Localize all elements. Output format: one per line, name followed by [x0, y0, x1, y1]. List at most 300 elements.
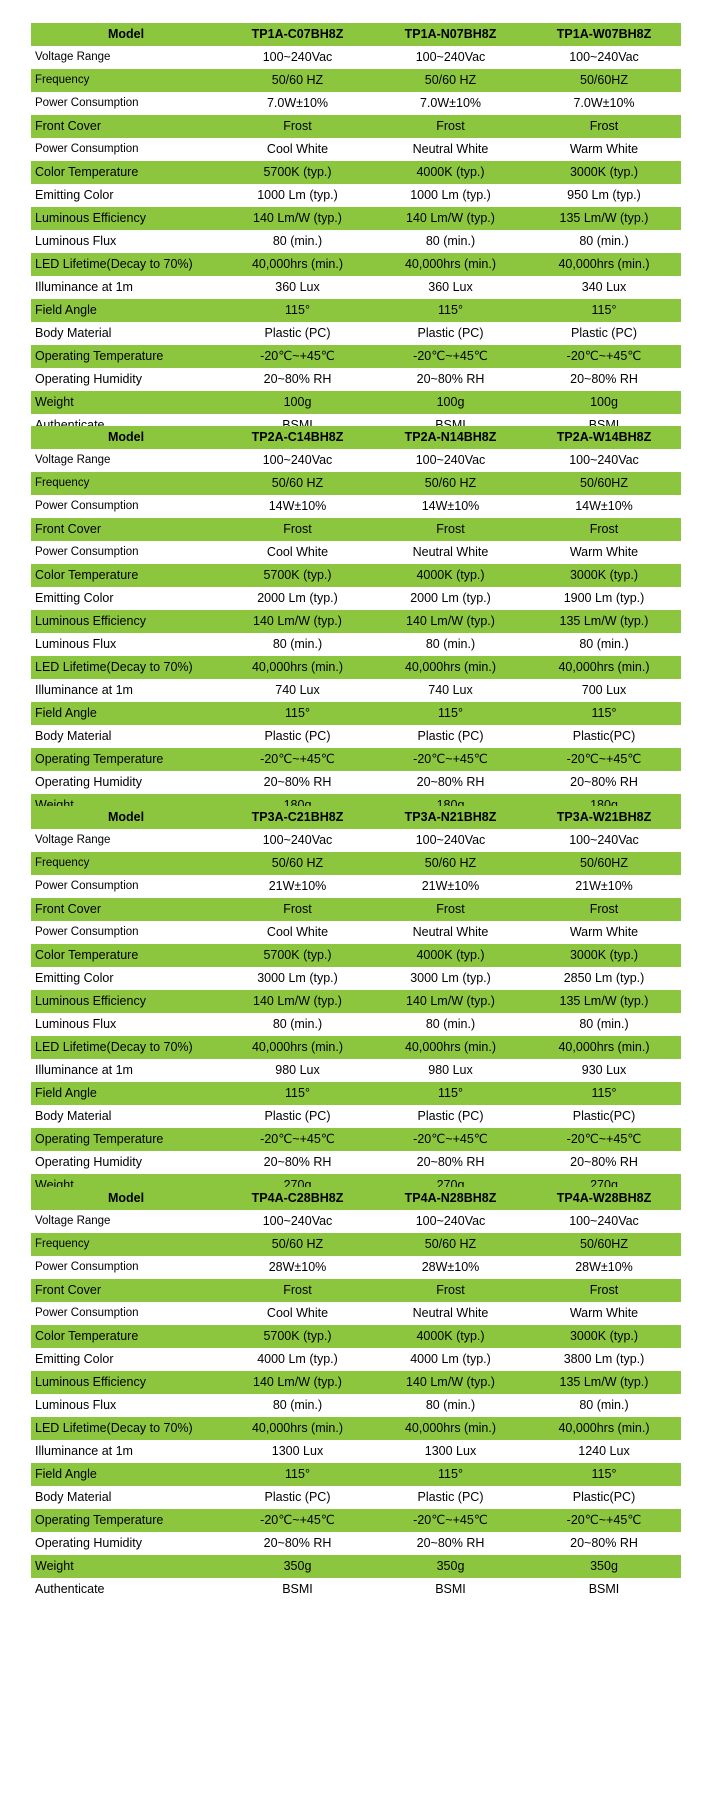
- spec-value: 5700K (typ.): [263, 568, 332, 582]
- spec-value: 50/60 HZ: [271, 73, 324, 87]
- spec-row-operating-humidity: [31, 368, 681, 391]
- spec-value: Warm White: [569, 1306, 639, 1320]
- spec-row-led-lifetime: [31, 253, 681, 276]
- spec-value: 360 Lux: [275, 280, 320, 294]
- spec-row-weight: [31, 1555, 681, 1578]
- spec-value: 100~240Vac: [415, 453, 486, 467]
- spec-value: 40,000hrs (min.): [558, 1040, 650, 1054]
- spec-row-body-material: [31, 322, 681, 345]
- spec-value: 21W±10%: [268, 879, 327, 893]
- spec-value: 1240 Lux: [578, 1444, 630, 1458]
- spec-label: Frequency: [35, 74, 90, 86]
- spec-row-illuminance: [31, 679, 681, 702]
- spec-row-front-cover: [31, 115, 681, 138]
- spec-label: Power Consumption: [35, 926, 139, 938]
- spec-label: Authenticate: [35, 1582, 105, 1596]
- spec-label: Operating Humidity: [35, 1536, 142, 1550]
- spec-value: 180g: [436, 798, 465, 812]
- spec-value: 100~240Vac: [569, 50, 639, 64]
- spec-row-field-angle: [31, 299, 681, 322]
- spec-value: 115°: [285, 303, 310, 317]
- spec-label: Operating Temperature: [35, 752, 164, 766]
- spec-value: Warm White: [569, 142, 639, 156]
- spec-row-color-temperature: [31, 564, 681, 587]
- spec-value: 2850 Lm (typ.): [563, 971, 645, 985]
- spec-value: 115°: [285, 1467, 310, 1481]
- spec-value: 100~240Vac: [262, 453, 333, 467]
- spec-value: BSMI: [588, 1582, 620, 1596]
- spec-label: Model: [107, 27, 145, 41]
- spec-label: Operating Humidity: [35, 1155, 142, 1169]
- spec-value: 7.0W±10%: [266, 96, 329, 110]
- spec-value: 50/60 HZ: [424, 73, 477, 87]
- spec-value: Frost: [283, 522, 312, 536]
- spec-value: Plastic(PC): [572, 729, 636, 743]
- spec-value: 28W±10%: [575, 1260, 633, 1274]
- spec-value: 270g: [436, 1178, 465, 1192]
- spec-row-led-lifetime: [31, 1417, 681, 1440]
- spec-value: 100g: [283, 395, 312, 409]
- spec-value: 740 Lux: [275, 683, 320, 697]
- spec-label: Color Temperature: [35, 165, 139, 179]
- spec-value: 20~80% RH: [263, 372, 332, 386]
- spec-value: 100~240Vac: [415, 1214, 486, 1228]
- spec-value: -20℃~+45℃: [566, 349, 642, 363]
- spec-label: Voltage Range: [35, 1215, 111, 1227]
- spec-value: 21W±10%: [421, 879, 480, 893]
- model-name: TP1A-C07BH8Z: [251, 27, 344, 41]
- model-name: TP3A-W21BH8Z: [556, 810, 652, 824]
- spec-value: 115°: [285, 706, 310, 720]
- spec-value: Plastic (PC): [417, 729, 484, 743]
- spec-label: Illuminance at 1m: [35, 683, 133, 697]
- spec-label: Front Cover: [35, 119, 101, 133]
- spec-row-power-consumption: [31, 495, 681, 518]
- model-name: TP4A-N28BH8Z: [404, 1191, 497, 1205]
- spec-value: 360 Lux: [428, 280, 473, 294]
- spec-value: 80 (min.): [272, 1398, 323, 1412]
- spec-value: BSMI: [282, 1582, 313, 1596]
- spec-label: LED Lifetime(Decay to 70%): [35, 257, 193, 271]
- spec-value: 40,000hrs (min.): [558, 660, 650, 674]
- spec-value: 40,000hrs (min.): [558, 257, 650, 271]
- model-name: TP4A-W28BH8Z: [556, 1191, 652, 1205]
- spec-row-operating-temperature: [31, 748, 681, 771]
- spec-value: 350g: [590, 1559, 618, 1573]
- spec-label: Field Angle: [35, 706, 97, 720]
- spec-row-power-consumption-2: [31, 1302, 681, 1325]
- spec-label: Emitting Color: [35, 1352, 114, 1366]
- spec-value: 135 Lm/W (typ.): [559, 211, 649, 225]
- spec-label: Voltage Range: [35, 51, 111, 63]
- spec-row-operating-humidity: [31, 771, 681, 794]
- spec-value: 50/60HZ: [580, 476, 628, 490]
- spec-value: 14W±10%: [421, 499, 480, 513]
- spec-value: 50/60 HZ: [271, 856, 324, 870]
- spec-value: 180g: [283, 798, 312, 812]
- spec-label: Front Cover: [35, 902, 101, 916]
- spec-value: 100~240Vac: [262, 50, 333, 64]
- spec-value: 980 Lux: [428, 1063, 473, 1077]
- spec-value: 115°: [591, 303, 617, 317]
- spec-value: 700 Lux: [581, 683, 627, 697]
- spec-value: BSMI: [435, 1201, 466, 1215]
- spec-value: 80 (min.): [425, 1398, 476, 1412]
- spec-value: BSMI: [282, 1201, 313, 1215]
- spec-row-operating-temperature: [31, 1509, 681, 1532]
- spec-row-led-lifetime: [31, 656, 681, 679]
- spec-label: Power Consumption: [35, 546, 139, 558]
- spec-value: 20~80% RH: [263, 775, 332, 789]
- spec-label: Luminous Efficiency: [35, 994, 146, 1008]
- spec-label: Voltage Range: [35, 454, 111, 466]
- spec-value: 4000K (typ.): [416, 568, 485, 582]
- spec-label: LED Lifetime(Decay to 70%): [35, 660, 193, 674]
- spec-table: [31, 23, 681, 437]
- spec-row-luminous-flux: [31, 1394, 681, 1417]
- spec-value: 50/60 HZ: [271, 1237, 324, 1251]
- model-name: TP1A-N07BH8Z: [404, 27, 497, 41]
- model-name: TP3A-C21BH8Z: [251, 810, 344, 824]
- spec-label: Body Material: [35, 326, 112, 340]
- spec-row-field-angle: [31, 1463, 681, 1486]
- spec-value: 50/60 HZ: [424, 1237, 477, 1251]
- spec-value: Plastic (PC): [571, 326, 637, 340]
- spec-value: 140 Lm/W (typ.): [406, 1375, 495, 1389]
- spec-label: Luminous Efficiency: [35, 211, 146, 225]
- spec-value: 80 (min.): [272, 637, 323, 651]
- spec-label: Power Consumption: [35, 143, 139, 155]
- spec-value: -20℃~+45℃: [566, 1132, 642, 1146]
- spec-value: 950 Lm (typ.): [567, 188, 641, 202]
- spec-value: 28W±10%: [268, 1260, 327, 1274]
- spec-label: Luminous Flux: [35, 234, 117, 248]
- spec-row-model: [31, 1187, 681, 1210]
- spec-value: 21W±10%: [575, 879, 633, 893]
- model-name: TP2A-C14BH8Z: [251, 430, 344, 444]
- spec-label: Luminous Flux: [35, 1398, 117, 1412]
- spec-value: 2000 Lm (typ.): [410, 591, 491, 605]
- spec-value: 80 (min.): [425, 1017, 476, 1031]
- spec-row-voltage-range: [31, 449, 681, 472]
- model-name: TP4A-C28BH8Z: [251, 1191, 344, 1205]
- spec-value: 4000K (typ.): [416, 1329, 485, 1343]
- spec-value: Plastic (PC): [264, 1490, 331, 1504]
- spec-value: 140 Lm/W (typ.): [406, 614, 495, 628]
- spec-value: 100~240Vac: [415, 50, 486, 64]
- spec-value: 3000 Lm (typ.): [410, 971, 491, 985]
- spec-row-power-consumption: [31, 92, 681, 115]
- spec-row-field-angle: [31, 702, 681, 725]
- spec-value: 28W±10%: [421, 1260, 480, 1274]
- spec-row-front-cover: [31, 1279, 681, 1302]
- spec-value: Warm White: [569, 925, 639, 939]
- spec-row-model: [31, 806, 681, 829]
- spec-value: 140 Lm/W (typ.): [253, 211, 342, 225]
- spec-row-emitting-color: [31, 1348, 681, 1371]
- spec-value: 1000 Lm (typ.): [257, 188, 338, 202]
- spec-label: Operating Humidity: [35, 372, 142, 386]
- spec-value: 5700K (typ.): [263, 1329, 332, 1343]
- spec-label: Color Temperature: [35, 568, 139, 582]
- spec-value: Frost: [436, 119, 465, 133]
- model-name: TP2A-N14BH8Z: [404, 430, 497, 444]
- spec-value: Plastic (PC): [264, 1109, 331, 1123]
- spec-value: 3800 Lm (typ.): [563, 1352, 645, 1366]
- spec-value: Cool White: [266, 142, 329, 156]
- spec-row-power-consumption: [31, 875, 681, 898]
- spec-value: 40,000hrs (min.): [251, 660, 343, 674]
- spec-value: 40,000hrs (min.): [404, 660, 496, 674]
- spec-label: Front Cover: [35, 522, 101, 536]
- spec-row-color-temperature: [31, 161, 681, 184]
- spec-value: Frost: [283, 119, 312, 133]
- spec-label: Frequency: [35, 477, 90, 489]
- spec-value: 140 Lm/W (typ.): [253, 614, 342, 628]
- spec-value: 4000K (typ.): [416, 948, 485, 962]
- spec-value: 4000K (typ.): [416, 165, 485, 179]
- spec-value: Cool White: [266, 1306, 329, 1320]
- spec-label: Color Temperature: [35, 1329, 139, 1343]
- spec-value: 1300 Lux: [271, 1444, 324, 1458]
- spec-value: 7.0W±10%: [573, 96, 635, 110]
- spec-value: 4000 Lm (typ.): [257, 1352, 338, 1366]
- spec-value: 115°: [438, 1467, 463, 1481]
- spec-row-color-temperature: [31, 944, 681, 967]
- spec-value: Frost: [589, 902, 619, 916]
- spec-value: 135 Lm/W (typ.): [559, 994, 649, 1008]
- spec-value: BSMI: [435, 418, 466, 432]
- spec-row-power-consumption: [31, 1256, 681, 1279]
- spec-value: BSMI: [588, 1201, 620, 1215]
- spec-row-weight: [31, 391, 681, 414]
- spec-value: BSMI: [588, 418, 620, 432]
- spec-label: Operating Temperature: [35, 1132, 164, 1146]
- spec-value: 135 Lm/W (typ.): [559, 614, 649, 628]
- spec-value: 50/60HZ: [580, 1237, 628, 1251]
- spec-value: 20~80% RH: [416, 775, 485, 789]
- spec-value: BSMI: [435, 1582, 466, 1596]
- spec-label: Body Material: [35, 1490, 112, 1504]
- spec-value: 115°: [438, 1086, 463, 1100]
- spec-value: 350g: [283, 1559, 312, 1573]
- spec-label: Weight: [35, 1559, 74, 1573]
- spec-value: 3000K (typ.): [569, 1329, 639, 1343]
- spec-value: -20℃~+45℃: [566, 1513, 642, 1527]
- spec-value: Frost: [436, 522, 465, 536]
- spec-value: 40,000hrs (min.): [404, 1040, 496, 1054]
- spec-row-frequency: [31, 472, 681, 495]
- spec-value: 5700K (typ.): [263, 948, 332, 962]
- spec-value: 350g: [436, 1559, 465, 1573]
- spec-value: 140 Lm/W (typ.): [253, 994, 342, 1008]
- spec-value: 980 Lux: [275, 1063, 320, 1077]
- spec-value: 3000 Lm (typ.): [257, 971, 338, 985]
- spec-label: Voltage Range: [35, 834, 111, 846]
- spec-value: 270g: [590, 1178, 618, 1192]
- spec-row-emitting-color: [31, 184, 681, 207]
- spec-label: Luminous Flux: [35, 1017, 117, 1031]
- spec-value: -20℃~+45℃: [566, 752, 642, 766]
- spec-row-illuminance: [31, 1440, 681, 1463]
- spec-value: 20~80% RH: [570, 1536, 638, 1550]
- spec-row-luminous-efficiency: [31, 990, 681, 1013]
- spec-value: 20~80% RH: [570, 775, 638, 789]
- spec-value: 115°: [285, 1086, 310, 1100]
- spec-value: 100~240Vac: [569, 833, 639, 847]
- spec-label: Body Material: [35, 1109, 112, 1123]
- spec-value: 40,000hrs (min.): [558, 1421, 650, 1435]
- spec-value: Plastic(PC): [572, 1490, 636, 1504]
- spec-value: 5700K (typ.): [263, 165, 332, 179]
- spec-table: [31, 1187, 681, 1601]
- spec-row-power-consumption-2: [31, 541, 681, 564]
- spec-value: 140 Lm/W (typ.): [406, 211, 495, 225]
- spec-row-frequency: [31, 852, 681, 875]
- spec-value: 20~80% RH: [570, 372, 638, 386]
- spec-value: 140 Lm/W (typ.): [253, 1375, 342, 1389]
- spec-label: Power Consumption: [35, 880, 139, 892]
- spec-label: Weight: [35, 395, 74, 409]
- spec-value: 270g: [283, 1178, 312, 1192]
- spec-label: Emitting Color: [35, 591, 114, 605]
- spec-value: Cool White: [266, 545, 329, 559]
- spec-value: 180g: [590, 798, 618, 812]
- spec-value: 40,000hrs (min.): [251, 257, 343, 271]
- spec-label: Operating Temperature: [35, 1513, 164, 1527]
- spec-value: Frost: [436, 1283, 465, 1297]
- spec-value: 2000 Lm (typ.): [257, 591, 338, 605]
- spec-value: 140 Lm/W (typ.): [406, 994, 495, 1008]
- spec-value: 100~240Vac: [569, 453, 639, 467]
- spec-value: 100~240Vac: [262, 1214, 333, 1228]
- spec-value: 80 (min.): [579, 637, 629, 651]
- spec-row-body-material: [31, 1105, 681, 1128]
- spec-value: Frost: [436, 902, 465, 916]
- spec-row-frequency: [31, 69, 681, 92]
- spec-value: 80 (min.): [579, 234, 629, 248]
- spec-row-power-consumption-2: [31, 921, 681, 944]
- spec-value: 1300 Lux: [424, 1444, 477, 1458]
- spec-row-voltage-range: [31, 1210, 681, 1233]
- spec-value: 50/60HZ: [580, 856, 628, 870]
- spec-label: Illuminance at 1m: [35, 1444, 133, 1458]
- spec-label: Luminous Efficiency: [35, 1375, 146, 1389]
- spec-value: 50/60 HZ: [424, 856, 477, 870]
- spec-label: Power Consumption: [35, 97, 139, 109]
- spec-label: Field Angle: [35, 1086, 97, 1100]
- spec-value: Warm White: [569, 545, 639, 559]
- spec-value: BSMI: [435, 821, 466, 835]
- spec-value: Plastic(PC): [572, 1109, 636, 1123]
- spec-row-body-material: [31, 725, 681, 748]
- spec-row-color-temperature: [31, 1325, 681, 1348]
- spec-row-voltage-range: [31, 829, 681, 852]
- spec-value: 14W±10%: [268, 499, 327, 513]
- spec-row-luminous-flux: [31, 230, 681, 253]
- spec-value: Plastic (PC): [264, 326, 331, 340]
- spec-value: 20~80% RH: [416, 1155, 485, 1169]
- spec-value: Plastic (PC): [264, 729, 331, 743]
- spec-label: Authenticate: [35, 821, 105, 835]
- spec-value: 50/60HZ: [580, 73, 628, 87]
- spec-value: 740 Lux: [428, 683, 473, 697]
- model-name: TP3A-N21BH8Z: [404, 810, 497, 824]
- spec-value: 50/60 HZ: [271, 476, 324, 490]
- spec-label: Frequency: [35, 857, 90, 869]
- spec-value: 80 (min.): [272, 1017, 323, 1031]
- spec-value: 135 Lm/W (typ.): [559, 1375, 649, 1389]
- spec-value: 115°: [591, 706, 617, 720]
- spec-value: Neutral White: [412, 1306, 489, 1320]
- spec-value: 100~240Vac: [262, 833, 333, 847]
- spec-label: Frequency: [35, 1238, 90, 1250]
- spec-value: -20℃~+45℃: [413, 1513, 488, 1527]
- spec-label: Model: [107, 430, 145, 444]
- spec-value: -20℃~+45℃: [413, 752, 488, 766]
- spec-value: 100~240Vac: [415, 833, 486, 847]
- spec-value: Frost: [589, 1283, 619, 1297]
- spec-value: 80 (min.): [579, 1017, 629, 1031]
- spec-row-body-material: [31, 1486, 681, 1509]
- spec-row-luminous-flux: [31, 633, 681, 656]
- spec-value: 20~80% RH: [263, 1536, 332, 1550]
- spec-value: 40,000hrs (min.): [251, 1040, 343, 1054]
- spec-value: 115°: [591, 1086, 617, 1100]
- spec-label: Emitting Color: [35, 971, 114, 985]
- spec-value: 80 (min.): [272, 234, 323, 248]
- spec-label: Color Temperature: [35, 948, 139, 962]
- spec-value: -20℃~+45℃: [413, 1132, 488, 1146]
- spec-row-luminous-efficiency: [31, 207, 681, 230]
- spec-value: 115°: [591, 1467, 617, 1481]
- spec-row-luminous-flux: [31, 1013, 681, 1036]
- spec-label: Field Angle: [35, 303, 97, 317]
- spec-value: 20~80% RH: [416, 372, 485, 386]
- spec-label: Authenticate: [35, 418, 105, 432]
- spec-value: BSMI: [588, 821, 620, 835]
- spec-value: Neutral White: [412, 545, 489, 559]
- spec-value: -20℃~+45℃: [260, 349, 335, 363]
- spec-value: 20~80% RH: [570, 1155, 638, 1169]
- spec-label: Luminous Efficiency: [35, 614, 146, 628]
- spec-label: Power Consumption: [35, 1261, 139, 1273]
- spec-row-model: [31, 23, 681, 46]
- spec-value: 1900 Lm (typ.): [563, 591, 645, 605]
- spec-value: 80 (min.): [579, 1398, 629, 1412]
- spec-label: Luminous Flux: [35, 637, 117, 651]
- spec-label: Field Angle: [35, 1467, 97, 1481]
- spec-value: Plastic (PC): [417, 1490, 484, 1504]
- spec-label: Operating Humidity: [35, 775, 142, 789]
- spec-row-illuminance: [31, 276, 681, 299]
- spec-value: Frost: [589, 522, 619, 536]
- spec-value: 3000K (typ.): [569, 568, 639, 582]
- spec-row-operating-humidity: [31, 1532, 681, 1555]
- spec-row-operating-temperature: [31, 345, 681, 368]
- spec-label: LED Lifetime(Decay to 70%): [35, 1040, 193, 1054]
- spec-value: BSMI: [282, 418, 313, 432]
- spec-row-front-cover: [31, 898, 681, 921]
- spec-value: 100g: [590, 395, 618, 409]
- spec-row-power-consumption-2: [31, 138, 681, 161]
- spec-value: Frost: [283, 1283, 312, 1297]
- spec-value: 14W±10%: [575, 499, 633, 513]
- spec-row-luminous-efficiency: [31, 610, 681, 633]
- spec-label: Model: [107, 810, 145, 824]
- spec-value: Plastic (PC): [417, 326, 484, 340]
- spec-value: -20℃~+45℃: [260, 1132, 335, 1146]
